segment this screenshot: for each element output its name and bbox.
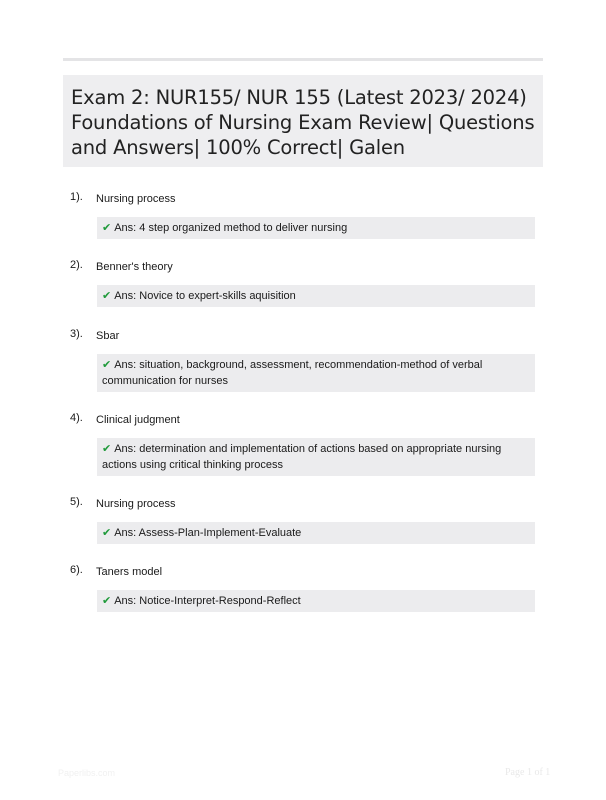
check-icon: ✔	[102, 358, 112, 371]
question-number: 6).	[70, 564, 83, 576]
qa-item	[70, 190, 540, 258]
question-number: 2).	[70, 259, 83, 271]
top-divider	[63, 58, 543, 61]
title-banner	[63, 75, 543, 167]
question-number: 4).	[70, 412, 83, 424]
answer-box	[97, 354, 535, 392]
page-number: Page 1 of 1	[505, 767, 551, 778]
check-icon: ✔	[102, 289, 112, 302]
answer-box	[97, 285, 535, 307]
answer-text: Ans: situation, background, assessment, recommendation-method of verbal communication for nurses	[102, 359, 483, 387]
qa-item	[70, 411, 540, 495]
document-title: Exam 2: NUR155/ NUR 155 (Latest 2023/ 2024) Foundations of Nursing Exam Review| Questions and Answers| 100% Correct| Galen	[71, 86, 535, 159]
answer-text: Ans: Novice to expert-skills aquisition	[114, 290, 296, 302]
check-icon: ✔	[102, 442, 112, 455]
answer-box	[97, 217, 535, 239]
question-text: Taners model	[96, 566, 163, 578]
answer-text: Ans: determination and implementation of actions based on appropriate nursing actions using critical thinking process	[102, 443, 502, 471]
question-text: Nursing process	[96, 193, 176, 205]
qa-item	[70, 258, 540, 327]
answer-text: Ans: Notice-Interpret-Respond-Reflect	[114, 595, 301, 607]
answer-box	[97, 438, 535, 476]
answer-box	[97, 590, 535, 612]
answer-box	[97, 522, 535, 544]
question-text: Benner's theory	[96, 261, 173, 273]
qa-item	[70, 327, 540, 411]
answer-text: Ans: 4 step organized method to deliver nursing	[114, 222, 348, 234]
footer-watermark: Paperlibs.com	[58, 768, 116, 778]
check-icon: ✔	[102, 526, 112, 539]
qa-item	[70, 495, 540, 563]
question-text: Sbar	[96, 330, 120, 342]
qa-list	[70, 190, 540, 613]
answer-text: Ans: Assess-Plan-Implement-Evaluate	[114, 527, 302, 539]
question-number: 5).	[70, 496, 83, 508]
question-number: 3).	[70, 328, 83, 340]
check-icon: ✔	[102, 221, 112, 234]
qa-item	[70, 563, 540, 613]
check-icon: ✔	[102, 594, 112, 607]
question-text: Nursing process	[96, 498, 176, 510]
question-text: Clinical judgment	[96, 414, 180, 426]
question-number: 1).	[70, 191, 83, 203]
